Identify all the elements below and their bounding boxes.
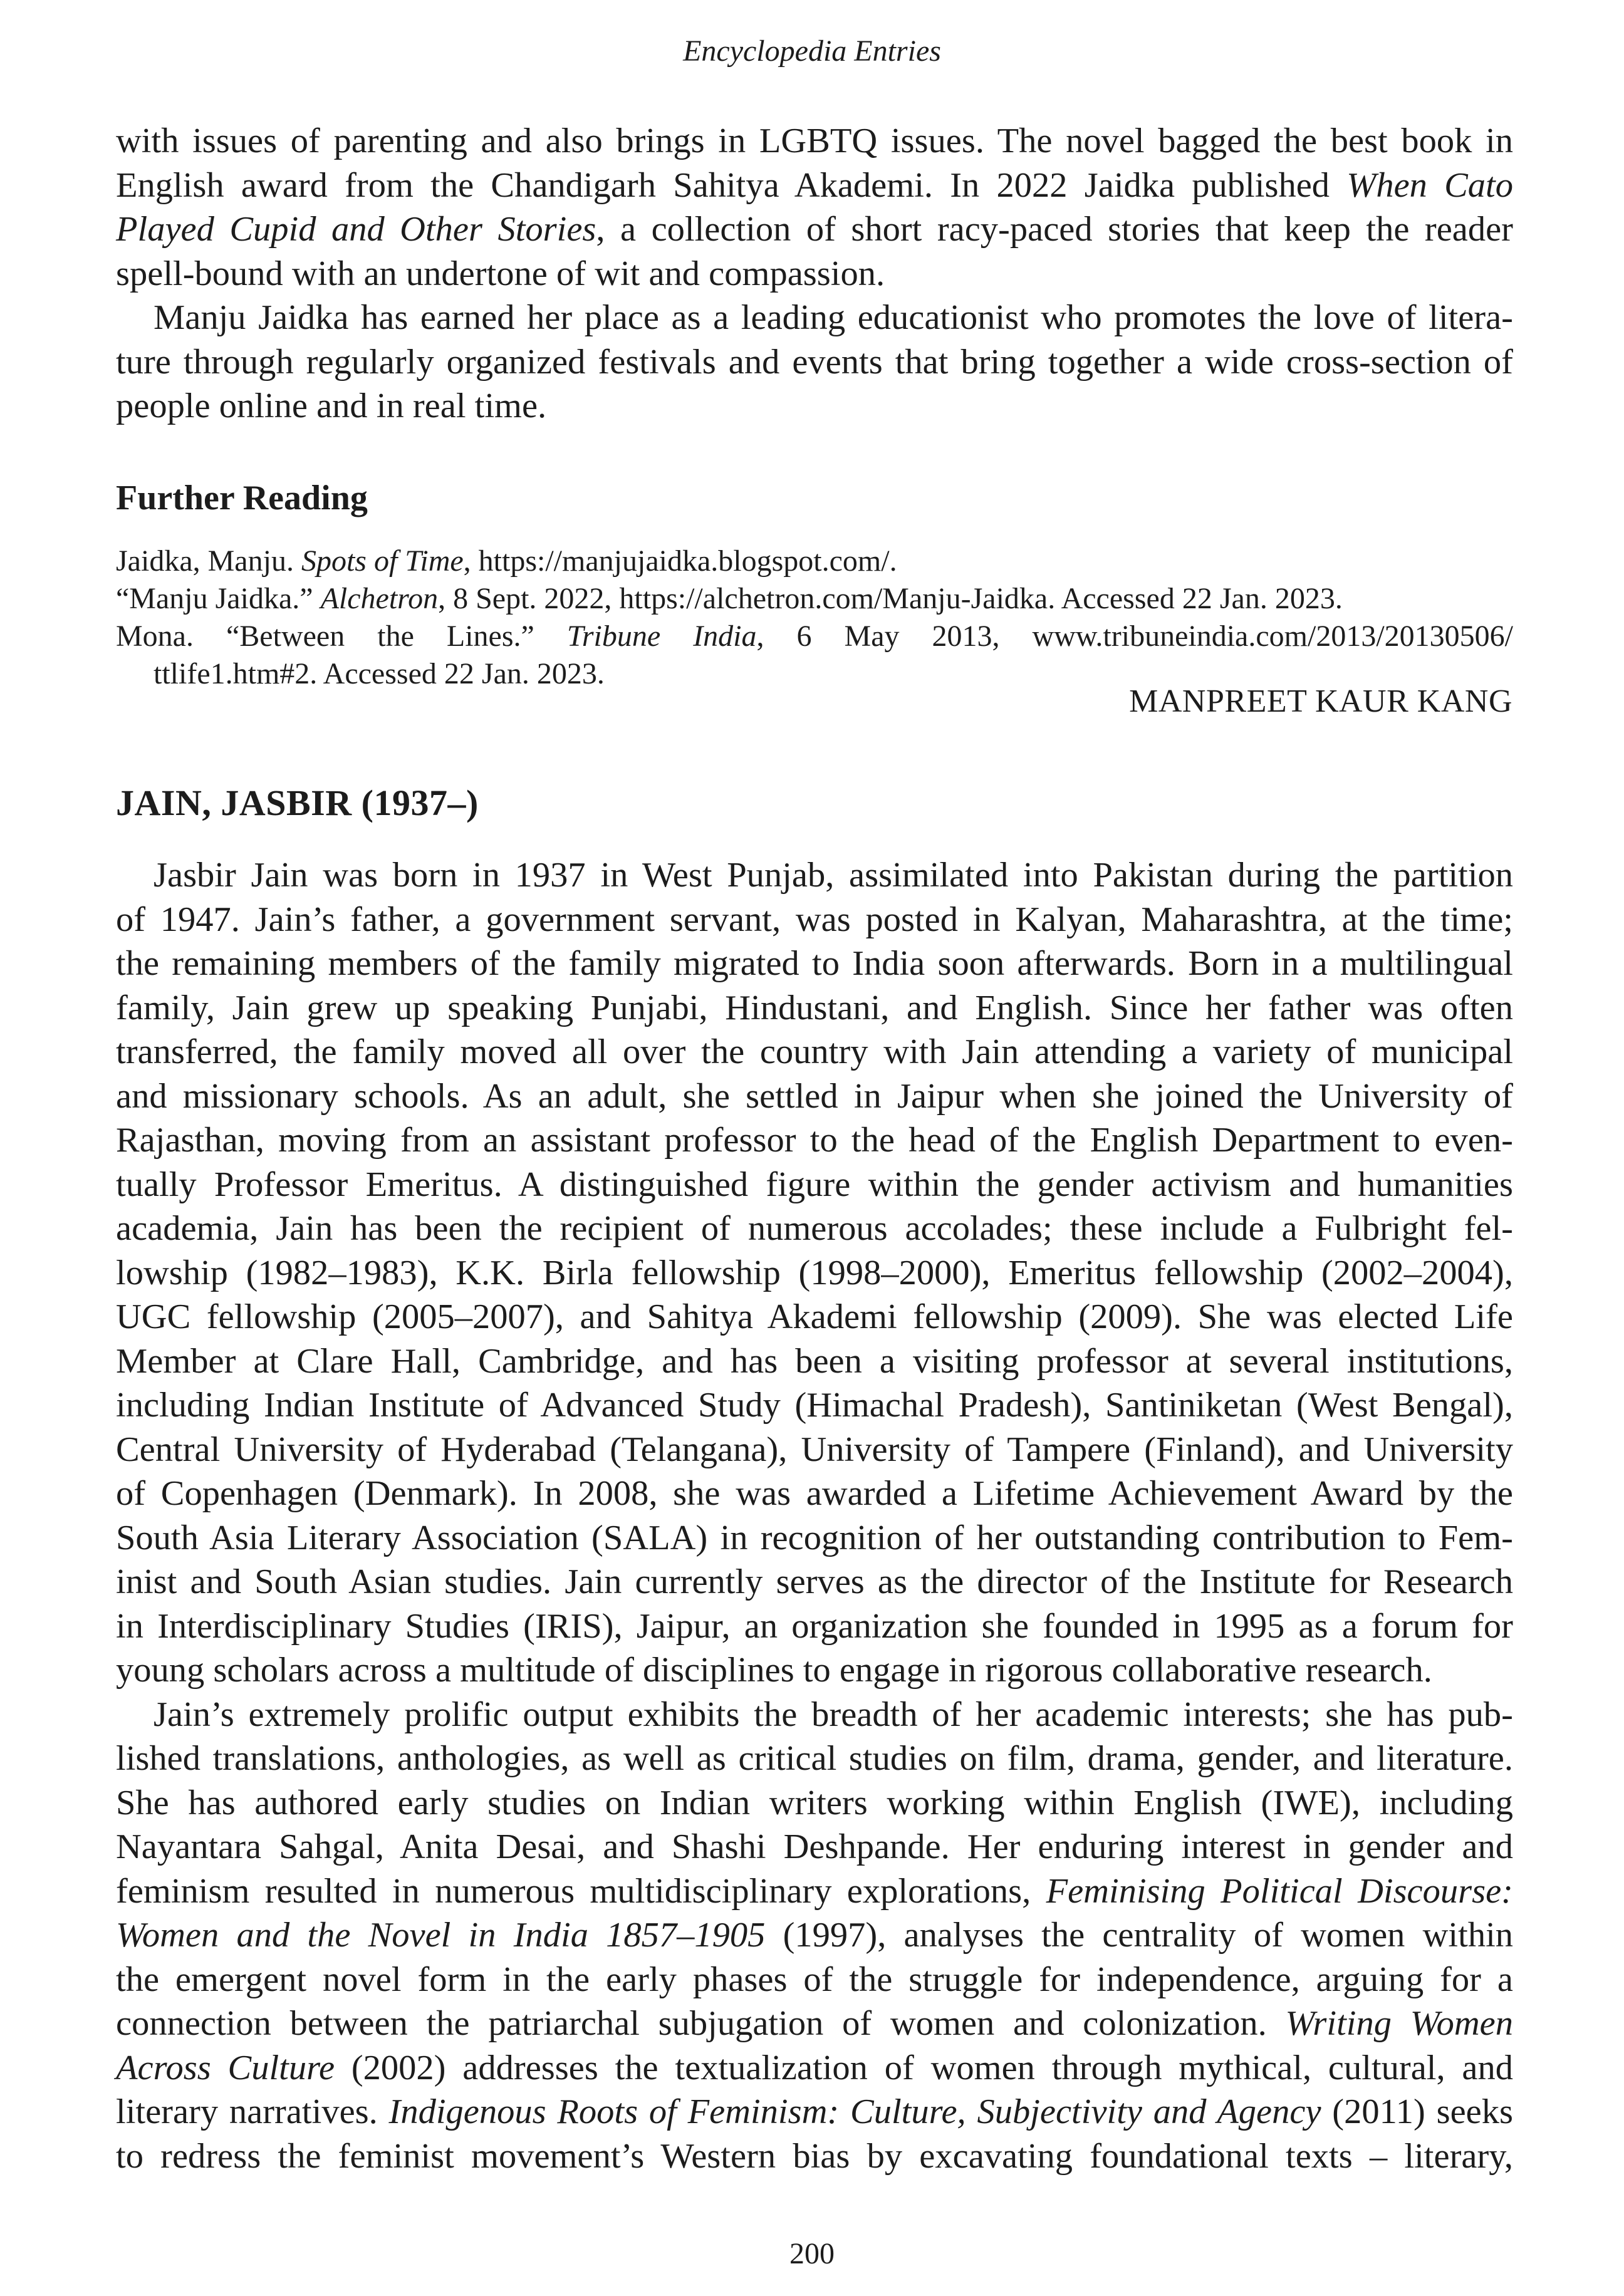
entry-paragraph-2 (116, 1693, 1513, 2179)
reference-item-continuation: ttlife1.htm#2. Accessed 22 Jan. 2023. (154, 657, 605, 690)
text-line: lished translations, anthologies, as well as critical studies on film, drama, gender, and literature. (116, 1739, 1513, 1778)
text-line: Member at Clare Hall, Cambridge, and has been a visiting professor at several institutions, (116, 1341, 1513, 1381)
text-line: of 1947. Jain’s father, a government servant, was posted in Kalyan, Maharashtra, at the time; (116, 900, 1513, 939)
text-line: Rajasthan, moving from an assistant professor to the head of the English Department to even- (116, 1121, 1513, 1160)
text-line: and missionary schools. As an adult, she settled in Jaipur when she joined the University of (116, 1076, 1513, 1116)
text-line: Across Culture (2002) addresses the textualization of women through mythical, cultural, and (116, 2048, 1513, 2087)
text-line: of Copenhagen (Denmark). In 2008, she was awarded a Lifetime Achievement Award by the (116, 1474, 1513, 1513)
text-line: tually Professor Emeritus. A distinguished figure within the gender activism and humanities (116, 1165, 1513, 1204)
continued-entry (116, 119, 1513, 429)
text-line: English award from the Chandigarh Sahitya Akademi. In 2022 Jaidka published When Cato (116, 165, 1513, 205)
text-line: Central University of Hyderabad (Telangana), University of Tampere (Finland), and University (116, 1430, 1513, 1469)
text-line: inist and South Asian studies. Jain currently serves as the director of the Institute for Research (116, 1562, 1513, 1601)
text-line: the remaining members of the family migrated to India soon afterwards. Born in a multilingual (116, 944, 1513, 983)
author-signature: MANPREET KAUR KANG (1129, 683, 1512, 719)
new-entry-body (116, 853, 1513, 2178)
text-line: Nayantara Sahgal, Anita Desai, and Shashi Deshpande. Her enduring interest in gender and (116, 1827, 1513, 1866)
continued-paragraph-1 (116, 119, 1513, 296)
text-line: transferred, the family moved all over the country with Jain attending a variety of municipal (116, 1032, 1513, 1071)
text-line: the emergent novel form in the early phases of the struggle for independence, arguing for a (116, 1960, 1513, 1999)
text-line: to redress the feminist movement’s Western bias by excavating foundational texts – literary, (116, 2136, 1513, 2176)
running-head: Encyclopedia Entries (683, 34, 941, 68)
text-line: young scholars across a multitude of disciplines to engage in rigorous collaborative research. (116, 1651, 1432, 1690)
text-line: South Asia Literary Association (SALA) in recognition of her outstanding contribution to Fem- (116, 1518, 1513, 1557)
text-line: academia, Jain has been the recipient of numerous accolades; these include a Fulbright fel- (116, 1209, 1513, 1248)
text-line: Jain’s extremely prolific output exhibits the breadth of her academic interests; she has pub- (154, 1695, 1513, 1734)
continued-paragraph-2 (116, 296, 1513, 429)
reference-item: Jaidka, Manju. Spots of Time, https://manjujaidka.blogspot.com/. (116, 544, 897, 578)
text-line: ture through regularly organized festivals and events that bring together a wide cross-section of (116, 342, 1513, 382)
text-line: in Interdisciplinary Studies (IRIS), Jaipur, an organization she founded in 1995 as a forum for (116, 1606, 1513, 1646)
page-number: 200 (789, 2237, 835, 2270)
text-line: including Indian Institute of Advanced Study (Himachal Pradesh), Santiniketan (West Bengal), (116, 1386, 1513, 1425)
text-line: people online and in real time. (116, 387, 547, 425)
text-line: She has authored early studies on Indian writers working within English (IWE), including (116, 1783, 1513, 1822)
entry-paragraph-1 (116, 853, 1513, 1693)
text-line: Women and the Novel in India 1857–1905 (1997), analyses the centrality of women within (116, 1916, 1514, 1955)
further-reading-list (116, 543, 1513, 693)
text-line: literary narratives. Indigenous Roots of Feminism: Culture, Subjectivity and Agency (2011) seeks (116, 2092, 1513, 2131)
text-line: connection between the patriarchal subjugation of women and colonization. Writing Women (116, 2004, 1513, 2043)
reference-item: Mona. “Between the Lines.” Tribune India, 6 May 2013, www.tribuneindia.com/2013/20130506/ (116, 620, 1513, 653)
text-line: Played Cupid and Other Stories, a collection of short racy-paced stories that keep the reader (116, 210, 1513, 249)
reference-item: “Manju Jaidka.” Alchetron, 8 Sept. 2022, https://alchetron.com/Manju-Jaidka. Accessed 22 Jan. 2023. (116, 582, 1343, 615)
text-line: Jasbir Jain was born in 1937 in West Punjab, assimilated into Pakistan during the partition (154, 856, 1513, 895)
further-reading-heading: Further Reading (116, 479, 368, 517)
text-line: lowship (1982–1983), K.K. Birla fellowship (1998–2000), Emeritus fellowship (2002–2004), (116, 1253, 1513, 1292)
text-line: with issues of parenting and also brings in LGBTQ issues. The novel bagged the best book in (116, 122, 1513, 160)
text-line: Manju Jaidka has earned her place as a leading educationist who promotes the love of litera- (154, 298, 1513, 337)
text-line: feminism resulted in numerous multidisciplinary explorations, Feminising Political Discourse: (116, 1871, 1513, 1911)
text-line: spell-bound with an undertone of wit and compassion. (116, 254, 885, 293)
text-line: family, Jain grew up speaking Punjabi, Hindustani, and English. Since her father was often (116, 988, 1513, 1027)
entry-title: JAIN, JASBIR (1937–) (116, 782, 479, 823)
text-line: UGC fellowship (2005–2007), and Sahitya Akademi fellowship (2009). She was elected Life (116, 1297, 1513, 1336)
